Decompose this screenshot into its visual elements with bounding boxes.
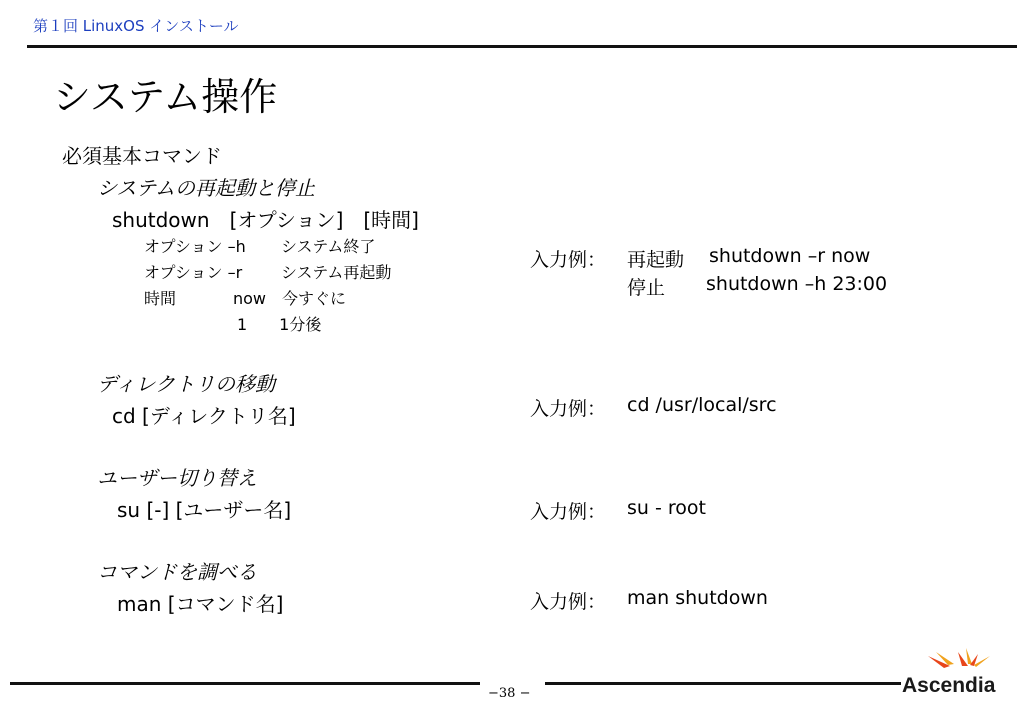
subtitle-cd: ディレクトリの移動 <box>97 372 275 396</box>
example-label: 入力例： <box>530 249 607 271</box>
option-label: オプション –h <box>144 237 246 256</box>
footer-divider-left <box>10 682 480 685</box>
option-label: 時間 <box>144 289 177 308</box>
subtitle-man: コマンドを調べる <box>97 560 257 584</box>
example-action: 停止 <box>627 277 666 299</box>
page-title: システム操作 <box>53 75 278 119</box>
syntax-cd: cd [ディレクトリ名] <box>112 404 296 428</box>
header-subtitle: 第１回 LinuxOS インストール <box>33 17 239 35</box>
example-command: man shutdown <box>627 587 768 609</box>
syntax-shutdown: shutdown [オプション] [時間] <box>112 208 419 232</box>
example-command: shutdown –r now <box>709 245 871 267</box>
example-command: cd /usr/local/src <box>627 394 777 416</box>
example-command: shutdown –h 23:00 <box>706 273 888 295</box>
example-label: 入力例： <box>530 398 607 420</box>
example-command: su - root <box>627 497 706 519</box>
subtitle-shutdown: システムの再起動と停止 <box>97 176 315 200</box>
logo-swoosh-icon <box>928 648 990 668</box>
logo-text: Ascendia <box>902 674 996 697</box>
footer-divider-right <box>545 682 901 685</box>
page-number: −38 − <box>488 686 531 701</box>
option-desc: now 今すぐに <box>233 289 347 308</box>
option-desc: システム再起動 <box>281 263 392 282</box>
syntax-man: man [コマンド名] <box>117 592 284 616</box>
syntax-su: su [-] [ユーザー名] <box>117 498 292 522</box>
example-label: 入力例： <box>530 591 607 613</box>
option-desc: システム終了 <box>281 237 376 256</box>
example-action: 再起動 <box>627 249 685 271</box>
option-desc: 1 1分後 <box>237 315 322 334</box>
example-label: 入力例： <box>530 501 607 523</box>
option-label: オプション –r <box>144 263 243 282</box>
subtitle-su: ユーザー切り替え <box>97 466 257 490</box>
header-divider <box>27 45 1017 48</box>
ascendia-logo <box>898 644 1010 700</box>
section-heading: 必須基本コマンド <box>62 144 222 168</box>
